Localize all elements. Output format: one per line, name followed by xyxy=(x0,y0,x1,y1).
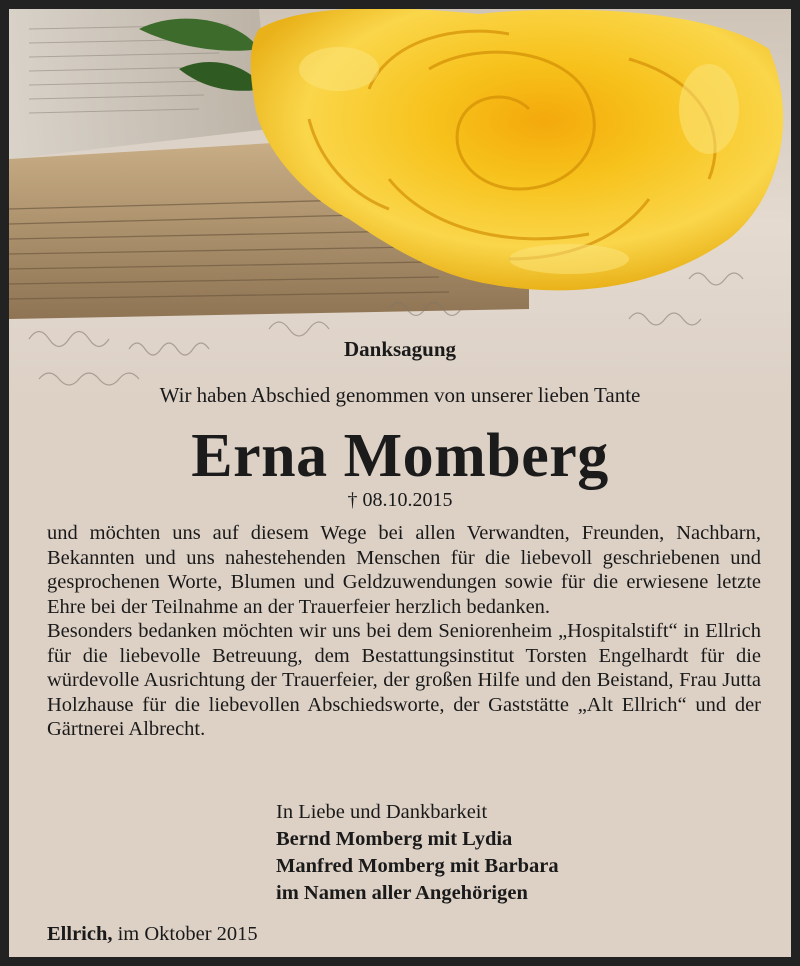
place-date: im Oktober 2015 xyxy=(117,923,258,945)
paragraph-special-thanks: Besonders bedanken möchten wir uns bei dem Seniorenheim „Hospitalstift“ in Ellrich für die liebevolle Betreuung, dem Bestattungsinstitut Torsten Engelhardt für die würdevolle Ausrichtung der Trauerfeier, der großen Hilfe und den Beistand, Frau Jutta Holzhause für die liebevollen Abschiedsworte, der Gaststätte „Alt Ellrich“ und der Gärtnerei Albrecht. xyxy=(47,620,761,740)
death-date: † 08.10.2015 xyxy=(347,489,453,511)
thank-you-text xyxy=(47,521,761,742)
deceased-name: Erna Momberg xyxy=(191,422,609,490)
intro-line: Wir haben Abschied genommen von unserer lieben Tante xyxy=(159,383,641,407)
signer-line: Manfred Momberg mit Barbara xyxy=(276,855,559,877)
notice-heading: Danksagung xyxy=(343,337,457,361)
place: Ellrich, xyxy=(47,923,113,945)
place-date-line xyxy=(47,923,258,946)
signature-intro: In Liebe und Dankbarkeit xyxy=(276,801,488,823)
signer-line: im Namen aller Angehörigen xyxy=(276,882,528,904)
paragraph-thanks: und möchten uns auf diesem Wege bei allen Verwandten, Freunden, Nachbarn, Bekannten und uns nahestehenden Menschen für die liebevoll geschriebenen und gesprochenen Worte, Blumen und Geldzuwendungen sowie für die erwiesene letzte Ehre bei der Teilnahme an der Trauerfeier herzlich bedanken. xyxy=(47,522,761,618)
signature-block xyxy=(276,799,559,907)
signer-line: Bernd Momberg mit Lydia xyxy=(276,828,513,850)
